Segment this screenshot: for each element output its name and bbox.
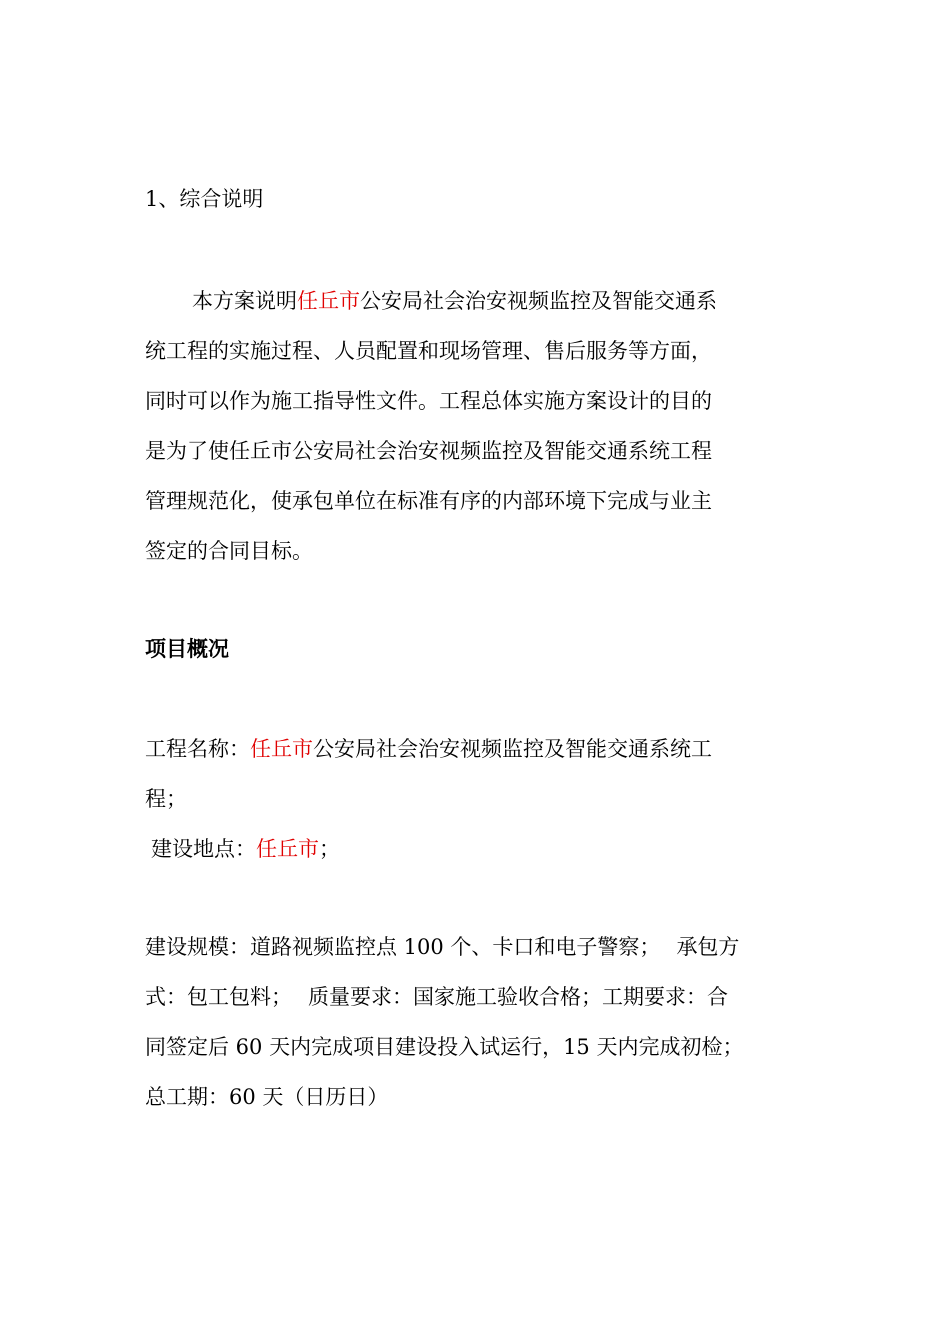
scale-text: 建设规模：道路视频监控点 100 个、卡口和电子警察；: [145, 935, 661, 959]
city-highlight: 任丘市: [256, 837, 319, 861]
project-details: [145, 922, 810, 1122]
section-heading-block: [145, 174, 810, 224]
location-line: [145, 824, 810, 874]
details-line-1: [145, 922, 810, 972]
intro-paragraph: [145, 276, 810, 576]
project-name-line: [145, 724, 810, 774]
city-highlight: 任丘市: [250, 737, 313, 761]
quality-text: 质量要求：国家施工验收合格；工期要求：合: [308, 985, 728, 1009]
overview-heading-block: [145, 624, 810, 674]
project-info: [145, 724, 810, 874]
city-highlight: 任丘市: [297, 289, 360, 313]
project-name-continuation: 程；: [145, 787, 187, 811]
details-line-4: 总工期：60 天（日历日）: [145, 1085, 389, 1109]
intro-line-5: 管理规范化，使承包单位在标准有序的内部环境下完成与业主: [145, 489, 712, 513]
project-name-label: 工程名称：: [145, 737, 250, 761]
project-name-value: 公安局社会治安视频监控及智能交通系统工: [313, 737, 712, 761]
intro-line-4: 是为了使任丘市公安局社会治安视频监控及智能交通系统工程: [145, 439, 712, 463]
location-label: 建设地点：: [151, 837, 256, 861]
intro-line-3: 同时可以作为施工指导性文件。工程总体实施方案设计的目的: [145, 389, 712, 413]
intro-line-1: [145, 276, 810, 326]
location-end: ；: [319, 837, 340, 861]
contract-method-text: 式：包工包料；: [145, 985, 292, 1009]
overview-heading: 项目概况: [145, 636, 229, 661]
intro-line-6: 签定的合同目标。: [145, 539, 313, 563]
details-line-2: [145, 972, 810, 1022]
details-line-3: 同签定后 60 天内完成项目建设投入试运行，15 天内完成初检；: [145, 1035, 744, 1059]
intro-text: 本方案说明: [192, 289, 297, 313]
contract-text: 承包方: [676, 935, 740, 959]
section-heading: 1、综合说明: [145, 187, 264, 211]
intro-text: 公安局社会治安视频监控及智能交通系: [360, 289, 717, 313]
intro-line-2: 统工程的实施过程、人员配置和现场管理、售后服务等方面，: [145, 339, 712, 363]
